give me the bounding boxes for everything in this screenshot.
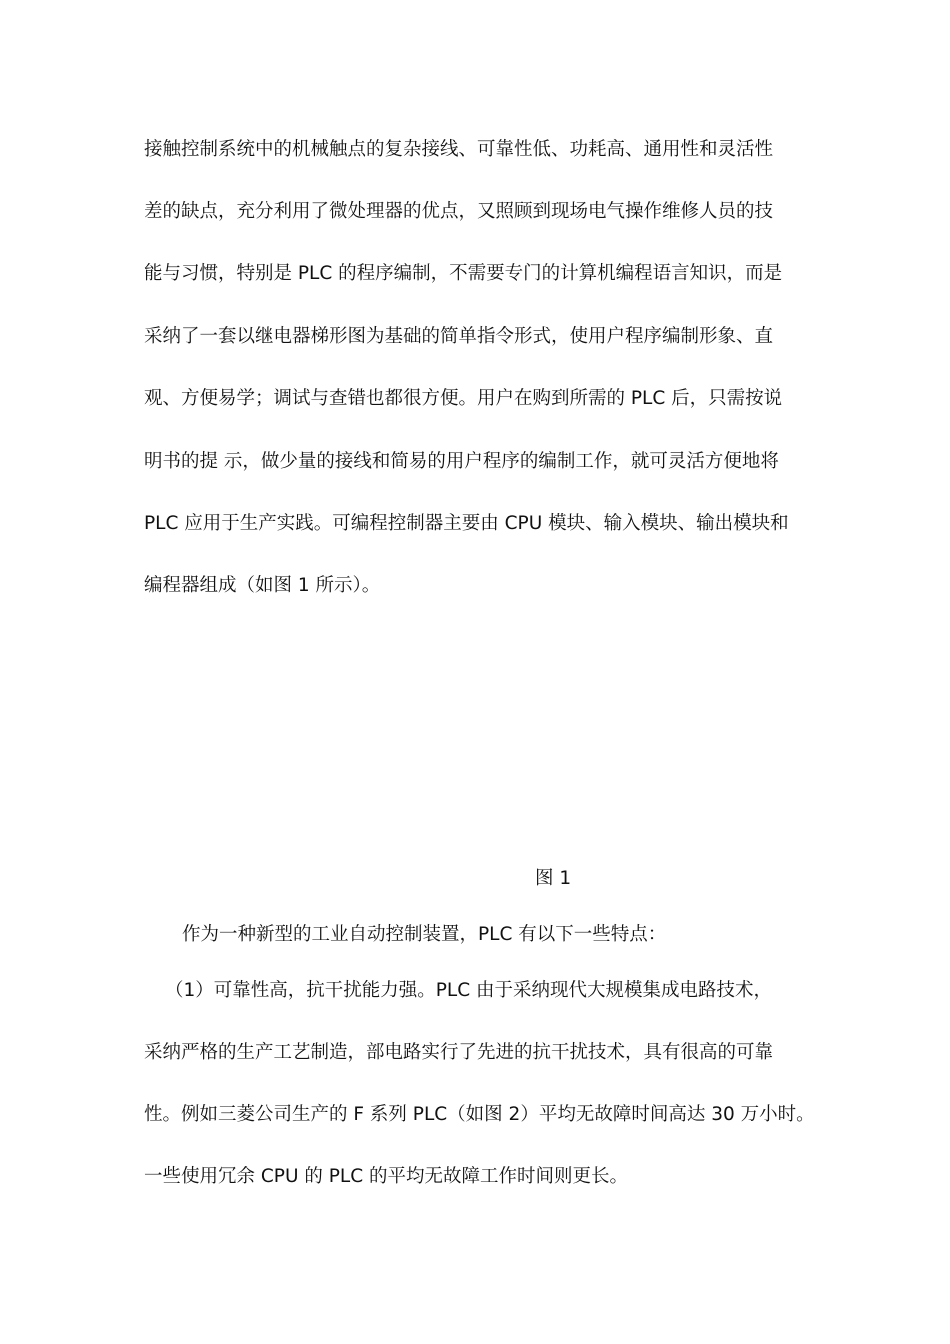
paragraph-line: 性。例如三菱公司生产的 F 系列 PLC（如图 2）平均无故障时间高达 30 万小时。 — [144, 1104, 815, 1125]
paragraph-line: 差的缺点，充分利用了微处理器的优点，又照顾到现场电气操作维修人员的技 — [144, 201, 774, 222]
figure-caption: 图 1 — [535, 868, 572, 889]
paragraph-line: 能与习惯，特别是 PLC 的程序编制，不需要专门的计算机编程语言知识，而是 — [144, 263, 783, 284]
figure-1-placeholder — [144, 620, 806, 850]
intro-line: 作为一种新型的工业自动控制装置，PLC 有以下一些特点： — [182, 924, 667, 945]
paragraph-line: 编程器组成（如图 1 所示）。 — [144, 575, 381, 596]
paragraph-line: PLC 应用于生产实践。可编程控制器主要由 CPU 模块、输入模块、输出模块和 — [144, 513, 789, 534]
paragraph-line: 接触控制系统中的机械触点的复杂接线、可靠性低、功耗高、通用性和灵活性 — [144, 139, 774, 160]
paragraph-line: 明书的提 示，做少量的接线和简易的用户程序的编制工作，就可灵活方便地将 — [144, 451, 779, 472]
paragraph-line: 观、方便易学；调试与查错也都很方便。用户在购到所需的 PLC 后，只需按说 — [144, 388, 783, 409]
paragraph-line: （1）可靠性高，抗干扰能力强。PLC 由于采纳现代大规模集成电路技术， — [165, 980, 773, 1001]
paragraph-line: 采纳严格的生产工艺制造，部电路实行了先进的抗干扰技术，具有很高的可靠 — [144, 1042, 774, 1063]
paragraph-line: 一些使用冗余 CPU 的 PLC 的平均无故障工作时间则更长。 — [144, 1166, 629, 1187]
paragraph-line: 采纳了一套以继电器梯形图为基础的简单指令形式，使用户程序编制形象、直 — [144, 326, 774, 347]
